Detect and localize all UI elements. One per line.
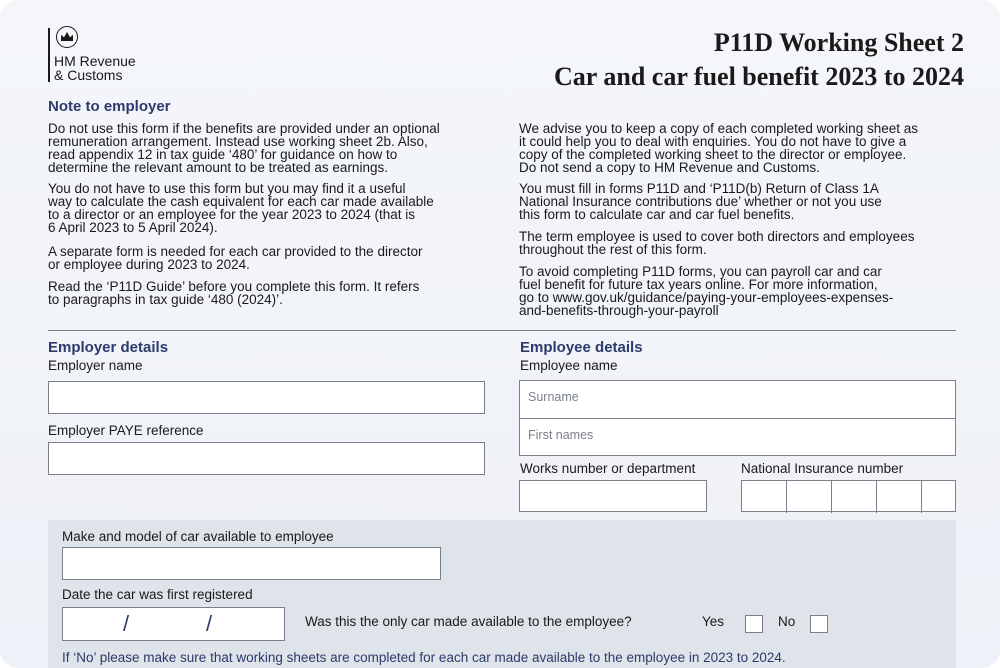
note-left-paragraph-4: Read the ‘P11D Guide’ before you complete this form. It refers to paragraphs in tax guide ‘480 (2024)’. xyxy=(48,279,420,307)
org-line-1: HM Revenue xyxy=(54,53,136,69)
make-model-field[interactable] xyxy=(62,547,441,580)
yes-label: Yes xyxy=(702,614,725,629)
first-names-field[interactable] xyxy=(520,419,955,455)
if-no-note: If ‘No’ please make sure that working sheets are completed for each car made available to the employee in 2023 to 2024. xyxy=(62,650,786,665)
date-separator: / xyxy=(123,611,130,636)
surname-placeholder: Surname xyxy=(528,390,579,404)
note-heading: Note to employer xyxy=(48,98,171,115)
hmrc-logo-text xyxy=(54,54,136,82)
date-registered-field[interactable] xyxy=(62,607,285,641)
employer-paye-field[interactable] xyxy=(48,442,485,475)
ni-cell xyxy=(877,481,922,513)
employer-paye-label: Employer PAYE reference xyxy=(48,423,204,438)
form-subtitle: Car and car fuel benefit 2023 to 2024 xyxy=(554,62,964,91)
note-right-paragraph-2: You must fill in forms P11D and ‘P11D(b) Return of Class 1A National Insurance contributions due’ whether or not you use this form to calculate car and car fuel benefits. xyxy=(519,181,882,222)
note-right-paragraph-3: The term employee is used to cover both directors and employees throughout the rest of this form. xyxy=(519,229,915,257)
no-checkbox[interactable] xyxy=(810,615,828,633)
date-registered-label: Date the car was first registered xyxy=(62,587,253,602)
note-left-paragraph-1: Do not use this form if the benefits are provided under an optional remuneration arrangement. Instead use working sheet 2b. Also, read appendix 12 in tax guide ‘480’ for guidance on how to determine the relevant amount to be treated as earnings. xyxy=(48,121,440,175)
note-left-paragraph-2: You do not have to use this form but you may find it a useful way to calculate the cash equivalent for each car made available to a director or an employee for the year 2023 to 2024 (that is 6 April 2023 to 5 April 2024). xyxy=(48,181,434,235)
surname-field[interactable] xyxy=(520,381,955,419)
section-divider xyxy=(48,330,956,331)
employee-name-label: Employee name xyxy=(520,358,618,373)
only-car-question: Was this the only car made available to the employee? xyxy=(305,614,632,629)
org-line-2: & Customs xyxy=(54,67,123,83)
note-left-paragraph-3: A separate form is needed for each car provided to the director or employee during 2023 to 2024. xyxy=(48,244,423,272)
logo-divider xyxy=(48,28,50,82)
employee-name-group xyxy=(519,380,956,456)
works-number-field[interactable] xyxy=(519,480,707,512)
ni-cell xyxy=(832,481,877,513)
first-names-placeholder: First names xyxy=(528,428,594,442)
crown-crest-icon xyxy=(56,26,78,48)
works-number-label: Works number or department xyxy=(520,461,696,476)
no-label: No xyxy=(778,614,796,629)
ni-cell xyxy=(787,481,832,513)
note-right-paragraph-1: We advise you to keep a copy of each completed working sheet as it could help you to deal with enquiries. You do not have to give a copy of the completed working sheet to the director or employee. Do not send a copy to HM Revenue and Customs. xyxy=(519,121,918,175)
ni-number-field[interactable] xyxy=(741,480,956,512)
employer-name-field[interactable] xyxy=(48,381,485,414)
date-separator: / xyxy=(206,611,213,636)
note-right-paragraph-4: To avoid completing P11D forms, you can payroll car and car fuel benefit for future tax years online. For more information, go to www.gov.uk/guidance/paying-your-employees-expenses- and-benefits-through-your-payroll xyxy=(519,264,894,318)
make-model-label: Make and model of car available to employee xyxy=(62,529,334,544)
yes-checkbox[interactable] xyxy=(745,615,763,633)
ni-number-label: National Insurance number xyxy=(741,461,904,476)
employee-details-heading: Employee details xyxy=(520,339,643,356)
employer-details-heading: Employer details xyxy=(48,339,169,356)
ni-cell xyxy=(742,481,787,513)
employer-name-label: Employer name xyxy=(48,358,143,373)
form-title: P11D Working Sheet 2 xyxy=(713,28,964,57)
